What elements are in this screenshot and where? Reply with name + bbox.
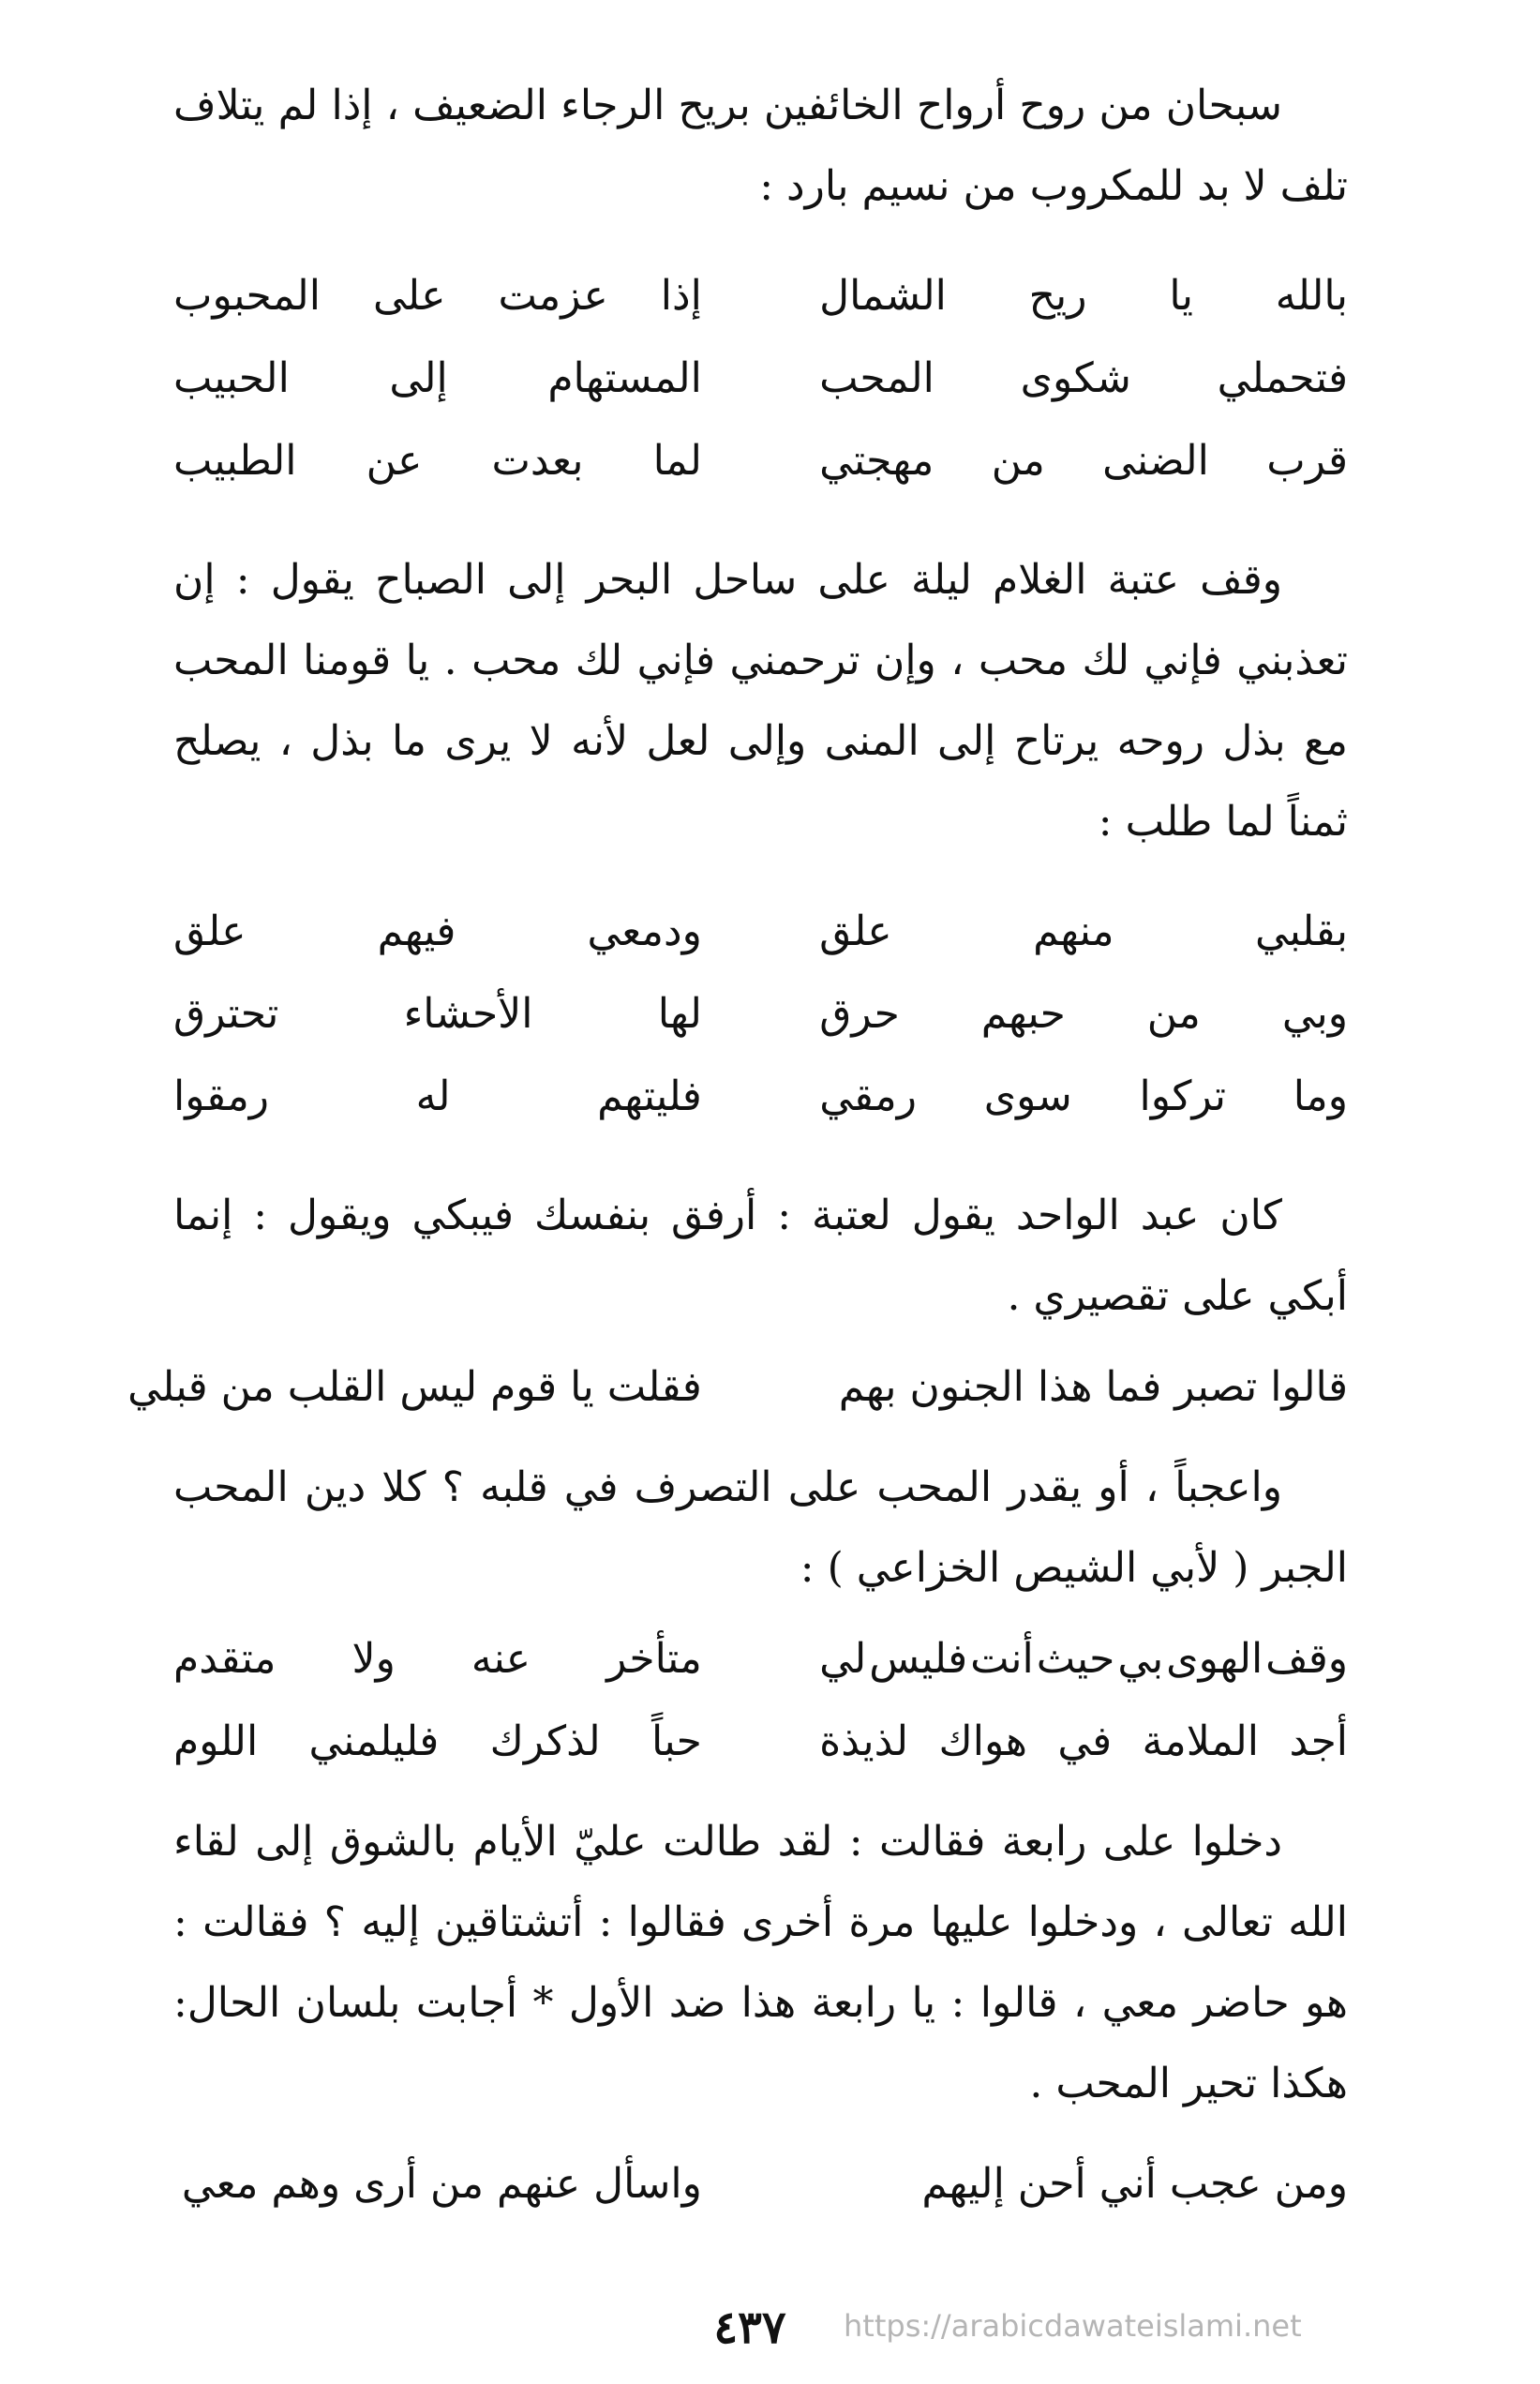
- verse-word: وقف عتبة الغلام ليلة على ساحل البحر إلى الصباح يقول : إن تعذبني فإني لك محب ، وإن ترحمني فإني لك محب . يا قومنا المحب مع بذل روحه يرتاح إلى المنى وإلى لعل لأنه لا يرى ما بذل ، يصلح ثمناً لما طلب :: [173, 556, 1348, 846]
- hemistich: [173, 337, 702, 420]
- paragraph-5: [173, 1802, 1348, 2124]
- hemistich: [173, 2143, 702, 2226]
- verse-block-5: [173, 2143, 1348, 2226]
- verse-word: كان عبد الواحد يقول لعتبة : أرفق بنفسك فيبكي ويقول : إنما أبكي على تقصيري .: [173, 1192, 1348, 1320]
- verse-word: لذكرك: [489, 1717, 601, 1765]
- verse-line: [173, 1618, 1348, 1701]
- hemistich: [819, 420, 1348, 502]
- verse-word: شكوى: [1020, 354, 1131, 402]
- verse-word: فليس: [869, 1635, 968, 1683]
- verse-word: لها: [657, 990, 702, 1038]
- verse-word: سبحان من روح أرواح الخائفين بريح الرجاء الضعيف ، إذا لم يتلاف تلف لا بد للمكروب من نسيم بارد :: [173, 82, 1348, 210]
- verse-word: بعدت: [491, 437, 584, 485]
- verse-word: سوى: [983, 1072, 1072, 1120]
- verse-line: [173, 1056, 1348, 1138]
- verse-word: عنه: [471, 1635, 531, 1683]
- verse-word: فليتهم: [597, 1072, 702, 1120]
- hemistich: [819, 2143, 1348, 2226]
- verse-word: وما: [1293, 1072, 1348, 1120]
- verse-word: دخلوا على رابعة فقالت : لقد طالت عليّ الأيام بالشوق إلى لقاء الله تعالى ، ودخلوا عليها مرة أخرى فقالوا : أتشتاقين إليه ؟ فقالت : هو حاضر معي ، قالوا : يا رابعة هذا ضد الأول * أجابت بلسان الحال: هكذا تحير المحب .: [173, 1818, 1348, 2107]
- verse-word: المحبوب: [173, 272, 321, 320]
- verse-word: قرب: [1266, 437, 1348, 485]
- verse-word: ولا: [351, 1635, 396, 1683]
- verse-word: هواك: [938, 1717, 1027, 1765]
- verse-block-4: [173, 1618, 1348, 1783]
- verse-word: عزمت: [498, 272, 608, 320]
- verse-word: بي: [1117, 1635, 1164, 1683]
- verse-word: حبهم: [980, 990, 1066, 1038]
- verse-line: [173, 2143, 1348, 2226]
- hemistich: [819, 1346, 1348, 1429]
- verse-line: [173, 973, 1348, 1056]
- paragraph-3: [173, 1176, 1348, 1337]
- verse-word: المستهام: [547, 354, 702, 402]
- verse-word: منهم: [1033, 907, 1114, 955]
- verse-word: الملامة: [1142, 1717, 1260, 1765]
- verse-word: حرق: [819, 990, 900, 1038]
- verse-line: [173, 891, 1348, 973]
- verse-word: يا: [1169, 272, 1193, 320]
- verse-word: عن: [366, 437, 423, 485]
- verse-word: له: [415, 1072, 451, 1120]
- hemistich: [127, 1346, 702, 1429]
- hemistich: [173, 1056, 702, 1138]
- hemistich: [173, 420, 702, 502]
- verse-word: بالله: [1275, 272, 1348, 320]
- verse-word: الأحشاء: [403, 990, 533, 1038]
- verse-line: [173, 1701, 1348, 1783]
- verse-word: وقف: [1265, 1635, 1348, 1683]
- verse-word: إذا: [660, 272, 702, 320]
- verse-word: الحبيب: [173, 354, 290, 402]
- hemistich: [819, 1701, 1348, 1783]
- verse-line: [127, 1346, 1348, 1429]
- verse-word: من: [1146, 990, 1201, 1038]
- watermark-url[interactable]: https://arabicdawateislami.net: [844, 2308, 1302, 2344]
- verse-word: ومن عجب أني أحن إليهم: [921, 2160, 1348, 2208]
- hemistich: [819, 891, 1348, 973]
- verse-word: رمقي: [819, 1072, 917, 1120]
- paragraph-2: [173, 540, 1348, 862]
- verse-word: الشمال: [819, 272, 947, 320]
- verse-word: تركوا: [1139, 1072, 1226, 1120]
- verse-word: واعجباً ، أو يقدر المحب على التصرف في قلبه ؟ كلا دين المحب الجبر ( لأبي الشيص الخزاعي ) :: [173, 1463, 1348, 1592]
- verse-word: لما: [652, 437, 702, 485]
- hemistich: [819, 973, 1348, 1056]
- verse-word: بقلبي: [1254, 907, 1348, 955]
- verse-word: أجد: [1289, 1717, 1348, 1765]
- verse-word: الضنى: [1102, 437, 1209, 485]
- verse-block-1: [173, 255, 1348, 502]
- verse-line: [173, 420, 1348, 502]
- verse-line: [173, 255, 1348, 337]
- verse-word: فتحملي: [1217, 354, 1348, 402]
- verse-word: المحب: [819, 354, 934, 402]
- verse-word: علق: [819, 907, 892, 955]
- hemistich: [173, 973, 702, 1056]
- verse-word: تحترق: [173, 990, 279, 1038]
- hemistich: [173, 255, 702, 337]
- hemistich: [173, 1618, 702, 1701]
- verse-word: فليلمني: [308, 1717, 440, 1765]
- verse-word: حباً: [650, 1717, 702, 1765]
- hemistich: [819, 1056, 1348, 1138]
- verse-word: واسأل عنهم من أرى وهم معي: [181, 2160, 702, 2208]
- hemistich: [173, 891, 702, 973]
- hemistich: [819, 255, 1348, 337]
- verse-word: وبي: [1281, 990, 1348, 1038]
- verse-word: أنت: [970, 1635, 1034, 1683]
- page-number: ٤٣٧: [713, 2302, 786, 2354]
- verse-word: لذيذة: [819, 1717, 909, 1765]
- verse-word: لي: [819, 1635, 867, 1683]
- verse-block-2: [173, 891, 1348, 1138]
- verse-word: قالوا تصبر فما هذا الجنون بهم: [838, 1363, 1348, 1411]
- paragraph-4: [173, 1447, 1348, 1609]
- verse-line: [173, 337, 1348, 420]
- verse-word: متأخر: [606, 1635, 702, 1683]
- paragraph-1: [173, 66, 1348, 227]
- verse-word: من: [991, 437, 1045, 485]
- verse-word: متقدم: [173, 1635, 277, 1683]
- text-column: [127, 66, 1348, 2226]
- hemistich: [819, 337, 1348, 420]
- verse-word: حيث: [1036, 1635, 1115, 1683]
- verse-word: علق: [173, 907, 247, 955]
- verse-word: الطبيب: [173, 437, 297, 485]
- verse-word: ريح: [1028, 272, 1087, 320]
- verse-word: فقلت يا قوم ليس القلب من قبلي: [127, 1363, 702, 1411]
- verse-word: في: [1057, 1717, 1113, 1765]
- verse-block-3: [127, 1346, 1348, 1429]
- verse-word: الهوى: [1166, 1635, 1263, 1683]
- verse-word: رمقوا: [173, 1072, 270, 1120]
- verse-word: على: [372, 272, 446, 320]
- hemistich: [819, 1618, 1348, 1701]
- verse-word: ودمعي: [587, 907, 702, 955]
- verse-word: فيهم: [377, 907, 456, 955]
- verse-word: مهجتي: [819, 437, 934, 485]
- verse-word: إلى: [389, 354, 448, 402]
- verse-word: اللوم: [173, 1717, 259, 1765]
- hemistich: [173, 1701, 702, 1783]
